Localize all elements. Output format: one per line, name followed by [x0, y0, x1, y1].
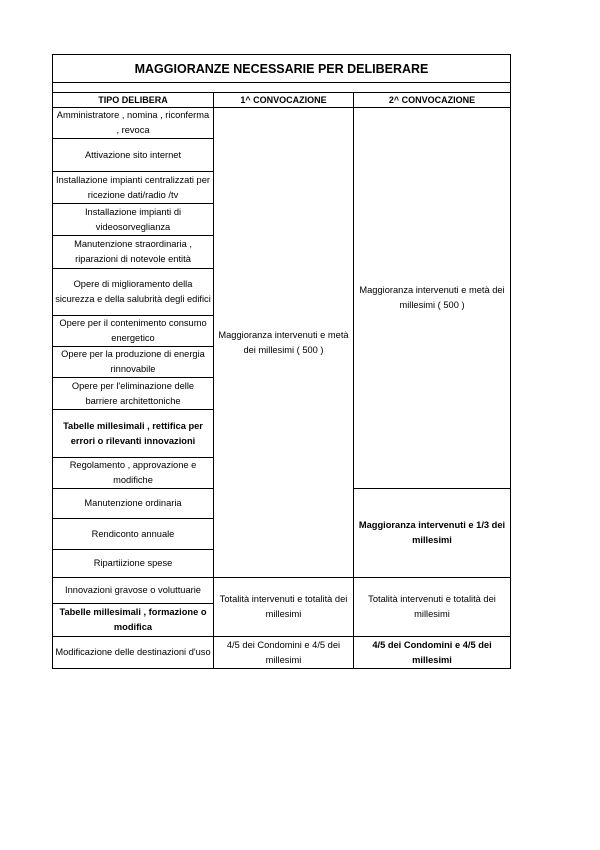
- conv1-totalita-cell: Totalità intervenuti e totalità dei millesimi: [214, 578, 354, 637]
- table-row: [53, 108, 511, 139]
- spacer-row: [53, 83, 511, 93]
- header-seconda-convocazione: 2^ CONVOCAZIONE: [354, 93, 511, 108]
- title-row: [53, 55, 511, 83]
- conv2-quattro-quinti-cell: 4/5 dei Condomini e 4/5 dei millesimi: [354, 637, 511, 669]
- tipo-cell: Attivazione sito internet: [53, 139, 214, 172]
- tipo-cell: Manutenzione ordinaria: [53, 489, 214, 519]
- table-row: [53, 578, 511, 604]
- majority-table: [52, 54, 511, 669]
- tipo-cell: Modificazione delle destinazioni d'uso: [53, 637, 214, 669]
- tipo-cell: Rendiconto annuale: [53, 519, 214, 550]
- tipo-cell: Opere per l'eliminazione delle barriere architettoniche: [53, 378, 214, 410]
- tipo-cell: Installazione impianti di videosorveglianza: [53, 204, 214, 236]
- conv1-quattro-quinti-cell: 4/5 dei Condomini e 4/5 dei millesimi: [214, 637, 354, 669]
- tipo-cell: Regolamento , approvazione e modifiche: [53, 458, 214, 489]
- tipo-cell: Ripartiizione spese: [53, 550, 214, 578]
- spacer-cell: [53, 83, 511, 93]
- tipo-cell: Opere per la produzione di energia rinnovabile: [53, 347, 214, 378]
- tipo-cell: Tabelle millesimali , formazione o modifica: [53, 604, 214, 637]
- header-row: [53, 93, 511, 108]
- conv2-totalita-cell: Totalità intervenuti e totalità dei millesimi: [354, 578, 511, 637]
- table-row: [53, 637, 511, 669]
- tipo-cell: Tabelle millesimali , rettifica per errori o rilevanti innovazioni: [53, 410, 214, 458]
- conv2-maggioranza-meta-cell: Maggioranza intervenuti e metà dei millesimi ( 500 ): [354, 108, 511, 489]
- tipo-cell: Opere di miglioramento della sicurezza e della salubrità degli edifici: [53, 269, 214, 316]
- table-title: MAGGIORANZE NECESSARIE PER DELIBERARE: [53, 55, 511, 83]
- tipo-cell: Amministratore , nomina , riconferma , revoca: [53, 108, 214, 139]
- tipo-cell: Manutenzione straordinaria , riparazioni di notevole entità: [53, 236, 214, 269]
- tipo-cell: Opere per il contenimento consumo energetico: [53, 316, 214, 347]
- tipo-cell: Innovazioni gravose o voluttuarie: [53, 578, 214, 604]
- header-tipo-delibera: TIPO DELIBERA: [53, 93, 214, 108]
- conv1-maggioranza-meta-cell: Maggioranza intervenuti e metà dei millesimi ( 500 ): [214, 108, 354, 578]
- header-prima-convocazione: 1^ CONVOCAZIONE: [214, 93, 354, 108]
- tipo-cell: Installazione impianti centralizzati per ricezione dati/radio /tv: [53, 172, 214, 204]
- conv2-maggioranza-terzo-cell: Maggioranza intervenuti e 1/3 dei millesimi: [354, 489, 511, 578]
